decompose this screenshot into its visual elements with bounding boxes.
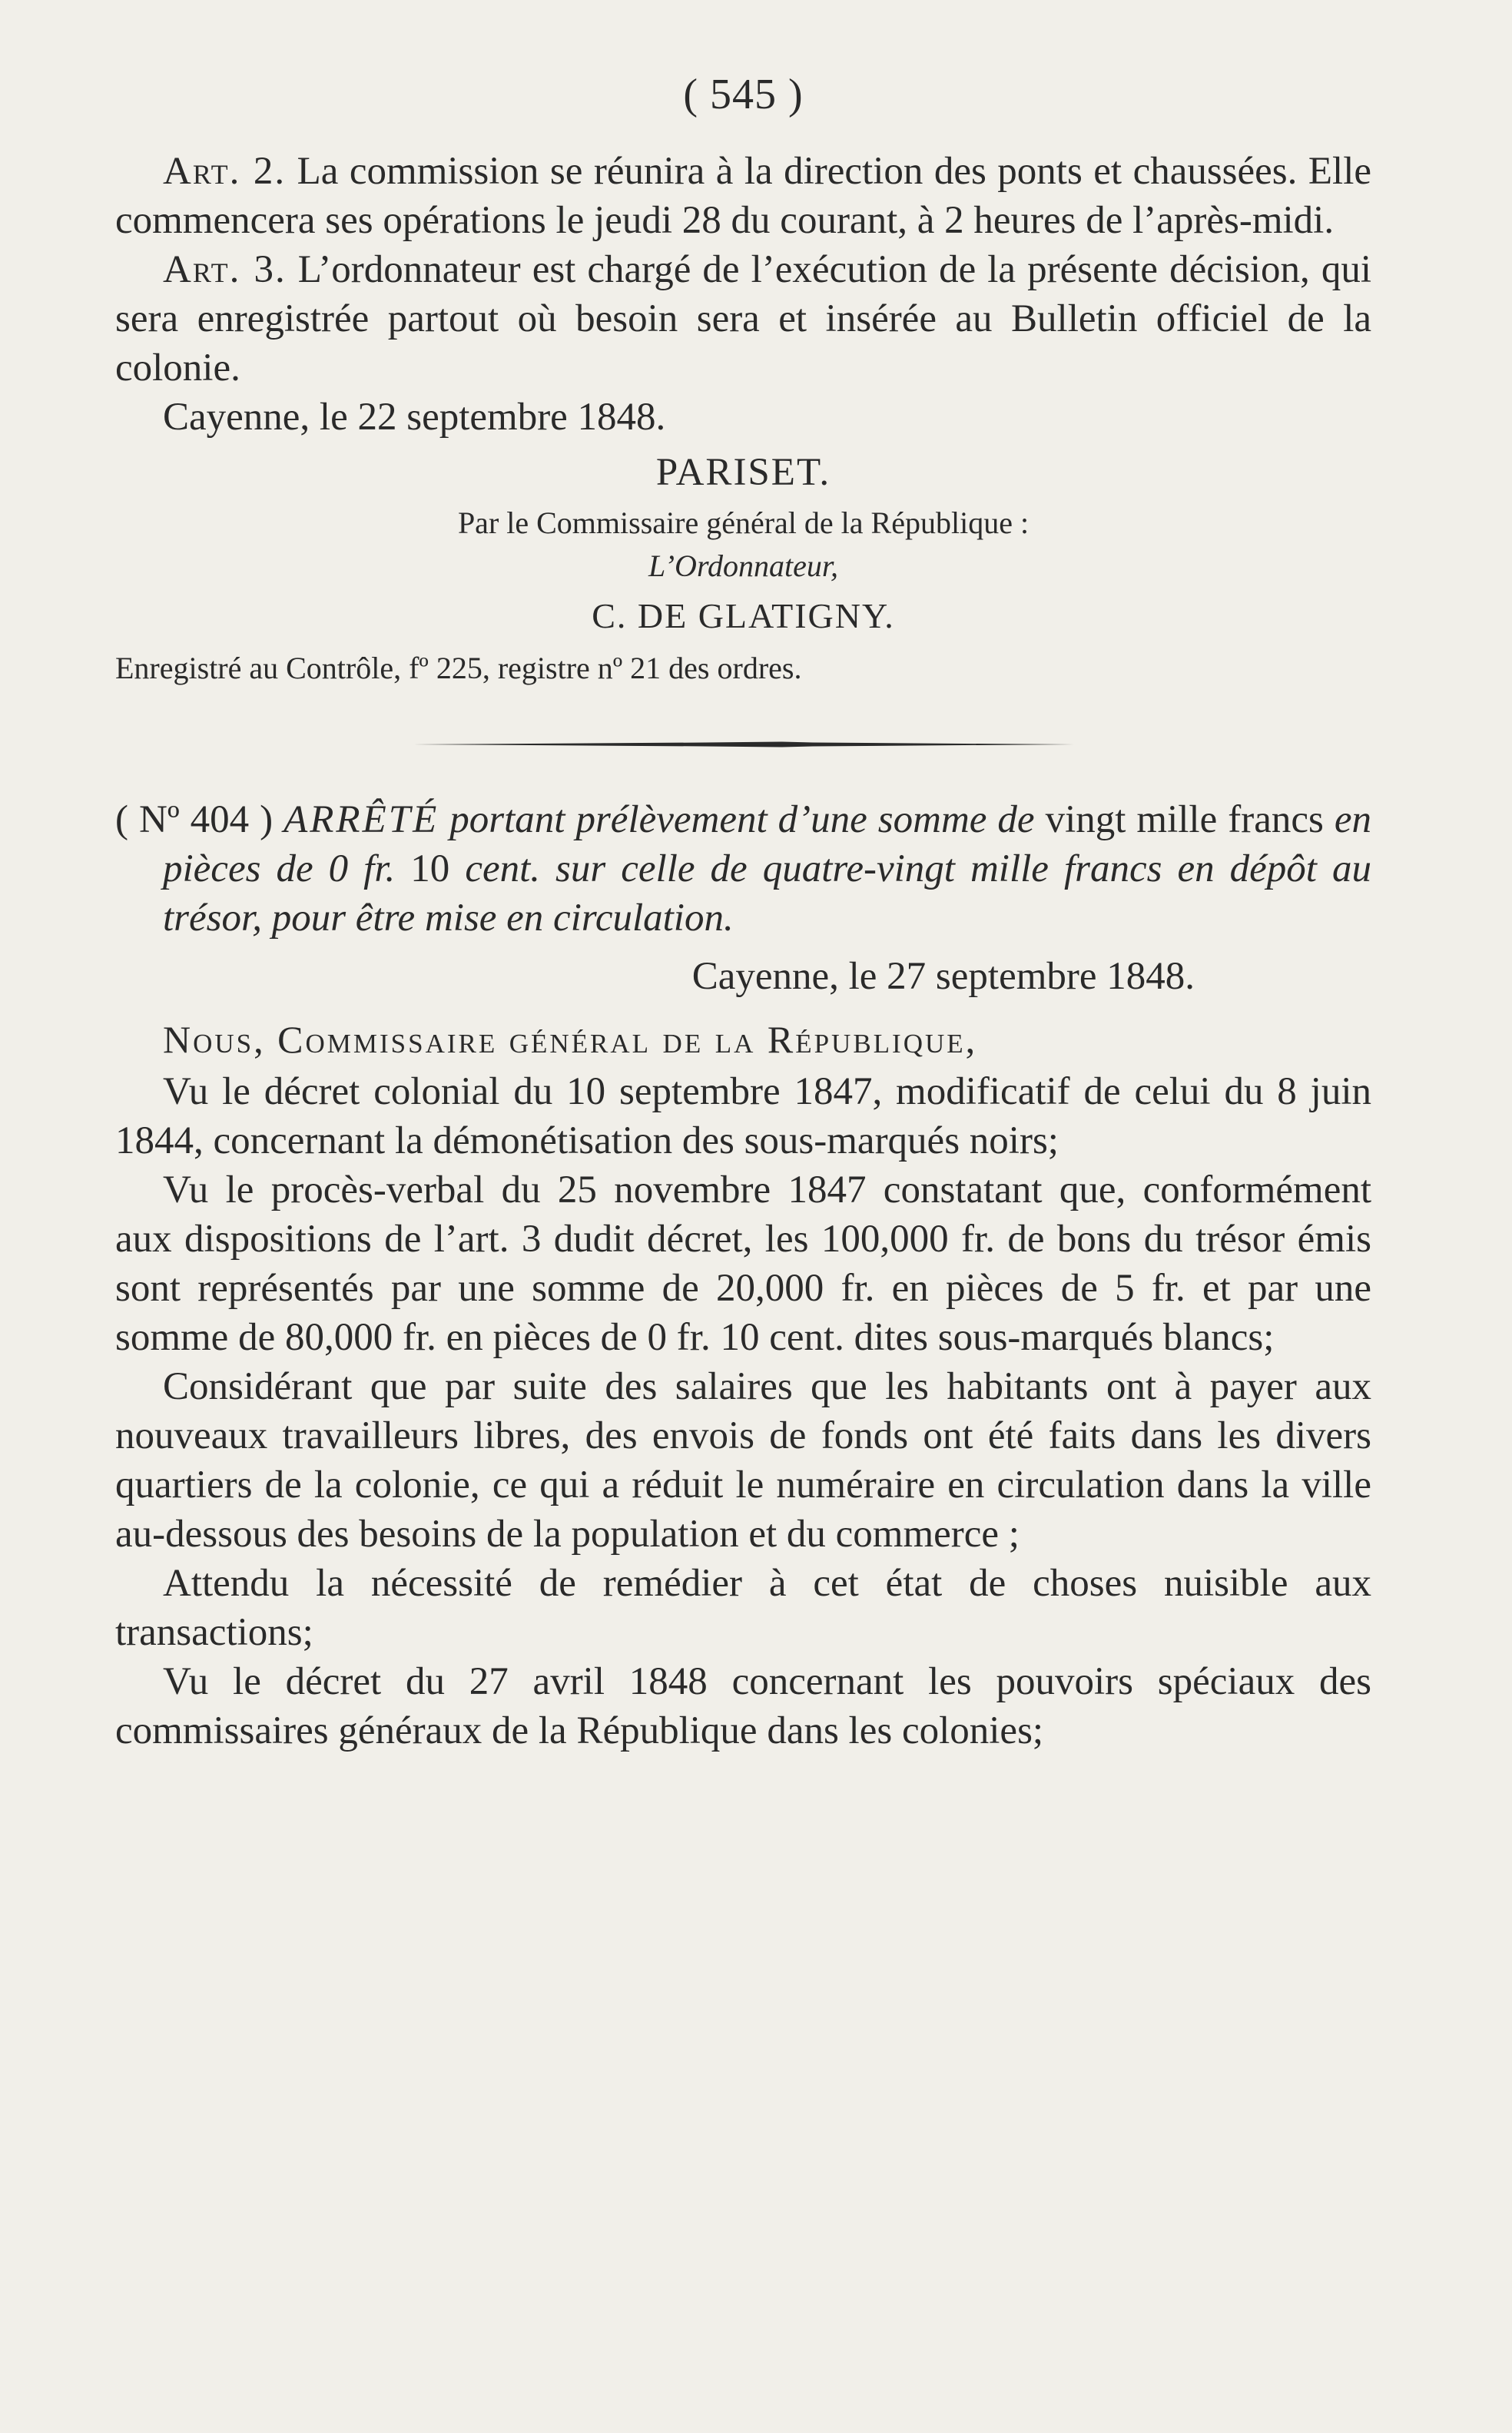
decree-heading — [115, 795, 1371, 943]
decree-title-word: ARRÊTÉ — [284, 798, 439, 841]
article-2 — [115, 147, 1371, 245]
page-number: ( 545 ) — [683, 71, 804, 118]
by-commissioner: Par le Commissaire général de la République : — [457, 505, 1030, 540]
document-page — [115, 73, 1371, 1755]
consideration-2: Vu le procès-verbal du 25 novembre 1847 constatant que, conformément aux dispositions de l’art. 3 dudit décret, les 100,000 fr. de bons du trésor émis sont représentés par une somme de 20,000 fr. en pièces de 5 fr. et par une somme de 80,000 fr. en pièces de 0 fr. 10 cent. dites sous-marqués blancs; — [115, 1168, 1371, 1359]
decree-title-rest: portant prélèvement d’une somme de — [439, 798, 1035, 841]
first-signature: PARISET. — [655, 451, 831, 494]
article-3-text: L’ordonnateur est chargé de l’exécution de la présente décision, qui sera enregistrée partout où besoin sera et insérée au Bulletin officiel de la colonie. — [115, 248, 1371, 389]
decree-number: ( Nº 404 ) — [115, 798, 284, 841]
section-divider — [413, 741, 1074, 747]
article-3 — [115, 245, 1371, 393]
decree-title-plain-c: 10 — [395, 847, 466, 890]
registration-note: Enregistré au Contrôle, fº 225, registre nº 21 des ordres. — [115, 651, 802, 685]
second-signature: C. DE GLATIGNY. — [592, 596, 895, 635]
decree-title-plain-a: vingt mille francs — [1034, 798, 1335, 841]
consideration-4: Attendu la nécessité de remédier à cet état de choses nuisible aux transactions; — [115, 1562, 1371, 1654]
decree-preamble: Nous, Commissaire général de la République, — [163, 1018, 978, 1061]
consideration-3: Considérant que par suite des salaires que les habitants ont à payer aux nouveaux travailleurs libres, des envois de fonds ont été faits dans les divers quartiers de la colonie, ce qui a réduit le numéraire en circulation dans la ville au-dessous des besoins de la population et du commerce ; — [115, 1365, 1371, 1556]
decree-date: Cayenne, le 27 septembre 1848. — [691, 955, 1195, 998]
article-2-text: La commission se réunira à la direction des ponts et chaussées. Elle commencera ses opérations le jeudi 28 du courant, à 2 heures de l’après-midi. — [115, 150, 1372, 242]
consideration-5: Vu le décret du 27 avril 1848 concernant les pouvoirs spéciaux des commissaires généraux de la République dans les colonies; — [115, 1660, 1371, 1752]
ordonnateur-title: L’Ordonnateur, — [648, 549, 839, 583]
divider-rule-shape — [413, 741, 1074, 747]
consideration-1: Vu le décret colonial du 10 septembre 1847, modificatif de celui du 8 juin 1844, concernant la démonétisation des sous-marqués noirs; — [115, 1070, 1371, 1162]
decree-title-italic-d: cent. sur celle de quatre-vingt mille francs en dépôt au trésor, pour être mise en circulation. — [163, 847, 1371, 940]
article-3-label: Art. 3. — [163, 248, 287, 291]
first-date: Cayenne, le 22 septembre 1848. — [163, 396, 666, 439]
article-2-label: Art. 2. — [163, 150, 287, 193]
decree-title-italic-b: en pièces de 0 fr. — [163, 798, 1371, 890]
